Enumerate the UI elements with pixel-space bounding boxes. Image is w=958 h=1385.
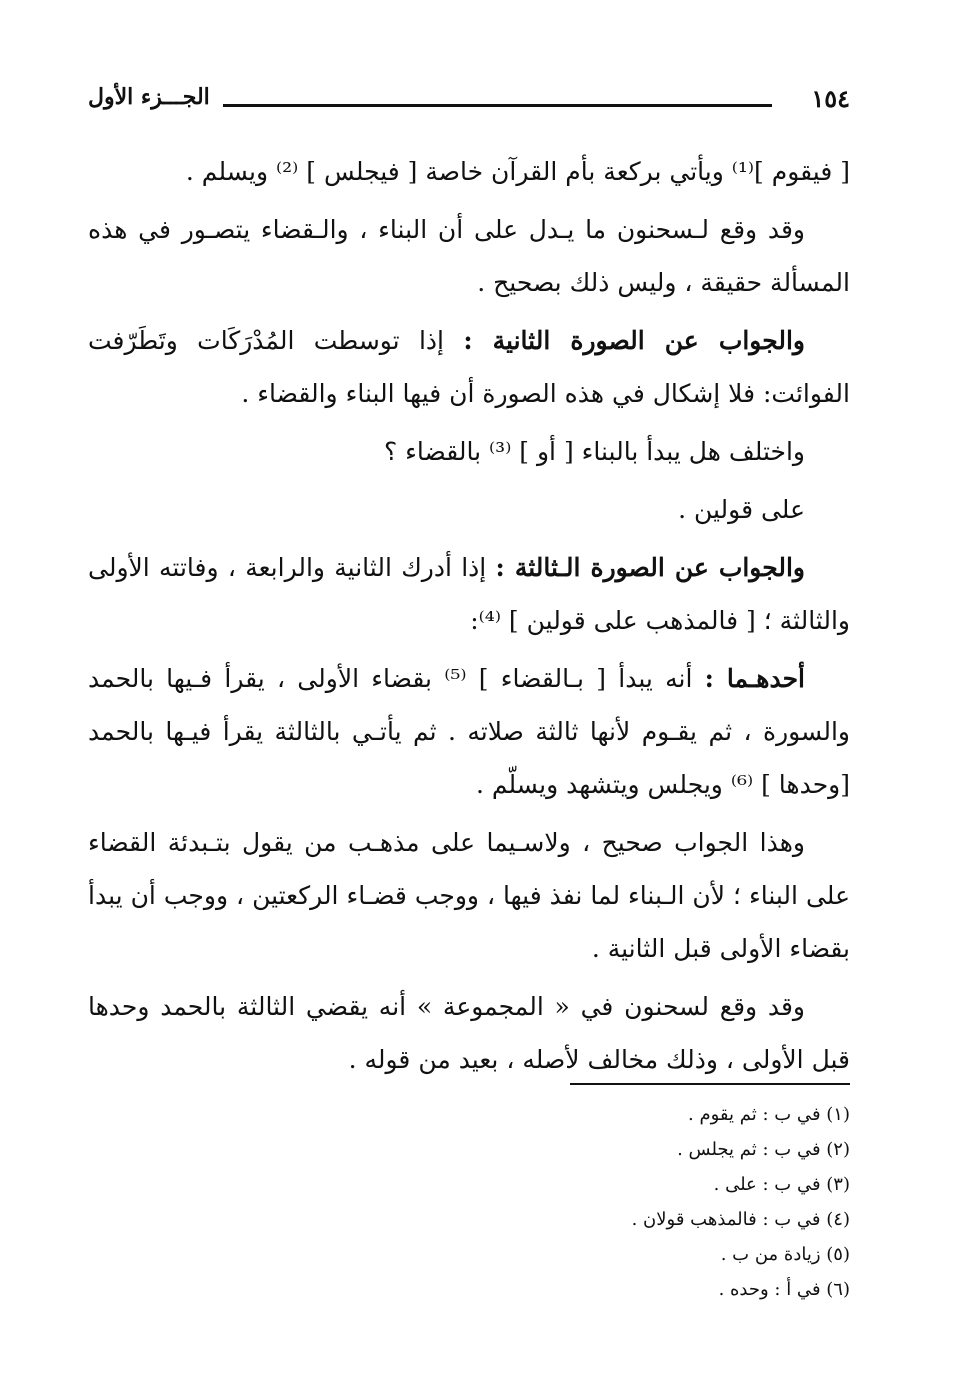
- paragraph-heading: والجواب عن الصورة الثانية :: [463, 326, 805, 355]
- paragraph: [88, 652, 850, 811]
- paragraph: [88, 145, 850, 198]
- paragraph-text: أنه يبدأ [ بـالقضاء ] ⁽⁵⁾ بقضاء الأولى ، يقرأ فـيها بالحمد والسورة ، ثم يقـوم لأنها ثالثة صلاته . ثم يأتـي بالثالثة يقرأ فيـها بالحمد [وحدها ] ⁽⁶⁾ ويجلس ويتشهد ويسلّم .: [88, 664, 850, 799]
- footnote: (٤) في ب : فالمذهب قولان .: [631, 1209, 850, 1230]
- paragraph-text: وقد وقع لـسحنون ما يـدل على أن البناء ، والـقضاء يتصـور في هذه المسألة حقيقة ، وليس ذلك بصحيح .: [88, 215, 850, 297]
- paragraph-text: إذا أدرك الثانية والرابعة ، وفاتته الأولى والثالثة ؛ [ فالمذهب على قولين ] ⁽⁴⁾:: [88, 553, 850, 635]
- footnote: (٥) زيادة من ب .: [720, 1244, 850, 1265]
- footnote: (٦) في أ : وحده .: [718, 1279, 850, 1300]
- paragraph: [88, 425, 850, 478]
- paragraph: [88, 483, 850, 536]
- paragraph-heading: أحدهـما :: [704, 664, 805, 693]
- paragraph: [88, 203, 850, 309]
- body-text: [88, 145, 850, 1091]
- running-title: الجـــزء الأول: [88, 84, 210, 110]
- paragraph-text: وهذا الجواب صحيح ، ولاسـيما على مذهـب من يقول بتـبدئة القضاء على البناء ؛ لأن الـبناء لما نفذ فيها ، ووجب قضـاء الركعتين ، ووجب أن يبدأ بقضاء الأولى قبل الثانية .: [88, 828, 850, 963]
- paragraph: [88, 980, 850, 1086]
- footnote: (٣) في ب : على .: [713, 1174, 850, 1195]
- page-number: ١٥٤: [811, 84, 850, 113]
- paragraph-text: وقد وقع لسحنون في « المجموعة » أنه يقضي الثالثة بالحمد وحدها قبل الأولى ، وذلك مخالف لأصله ، بعيد من قوله .: [88, 992, 850, 1074]
- footnote: (١) في ب : ثم يقوم .: [688, 1104, 850, 1125]
- footnotes: [350, 1097, 850, 1307]
- paragraph-text: على قولين .: [678, 495, 805, 524]
- paragraph-text: إذا توسطت المُدْرَكَات وتَطَرّفت الفوائت: فلا إشكال في هذه الصورة أن فيها البناء والقضاء .: [88, 326, 850, 408]
- footnote: (٢) في ب : ثم يجلس .: [677, 1139, 850, 1160]
- footnote-rule: [570, 1083, 850, 1085]
- paragraph-text: واختلف هل يبدأ بالبناء [ أو ] ⁽³⁾ بالقضاء ؟: [383, 437, 805, 466]
- page-header: [88, 82, 850, 122]
- paragraph: [88, 816, 850, 975]
- paragraph-text: [ فيقوم ]⁽¹⁾ ويأتي بركعة بأم القرآن خاصة [ فيجلس ] ⁽²⁾ ويسلم .: [185, 157, 850, 186]
- paragraph: [88, 541, 850, 647]
- header-rule: [223, 104, 772, 107]
- paragraph-heading: والجواب عن الصورة الـثالثة :: [495, 553, 805, 582]
- paragraph: [88, 314, 850, 420]
